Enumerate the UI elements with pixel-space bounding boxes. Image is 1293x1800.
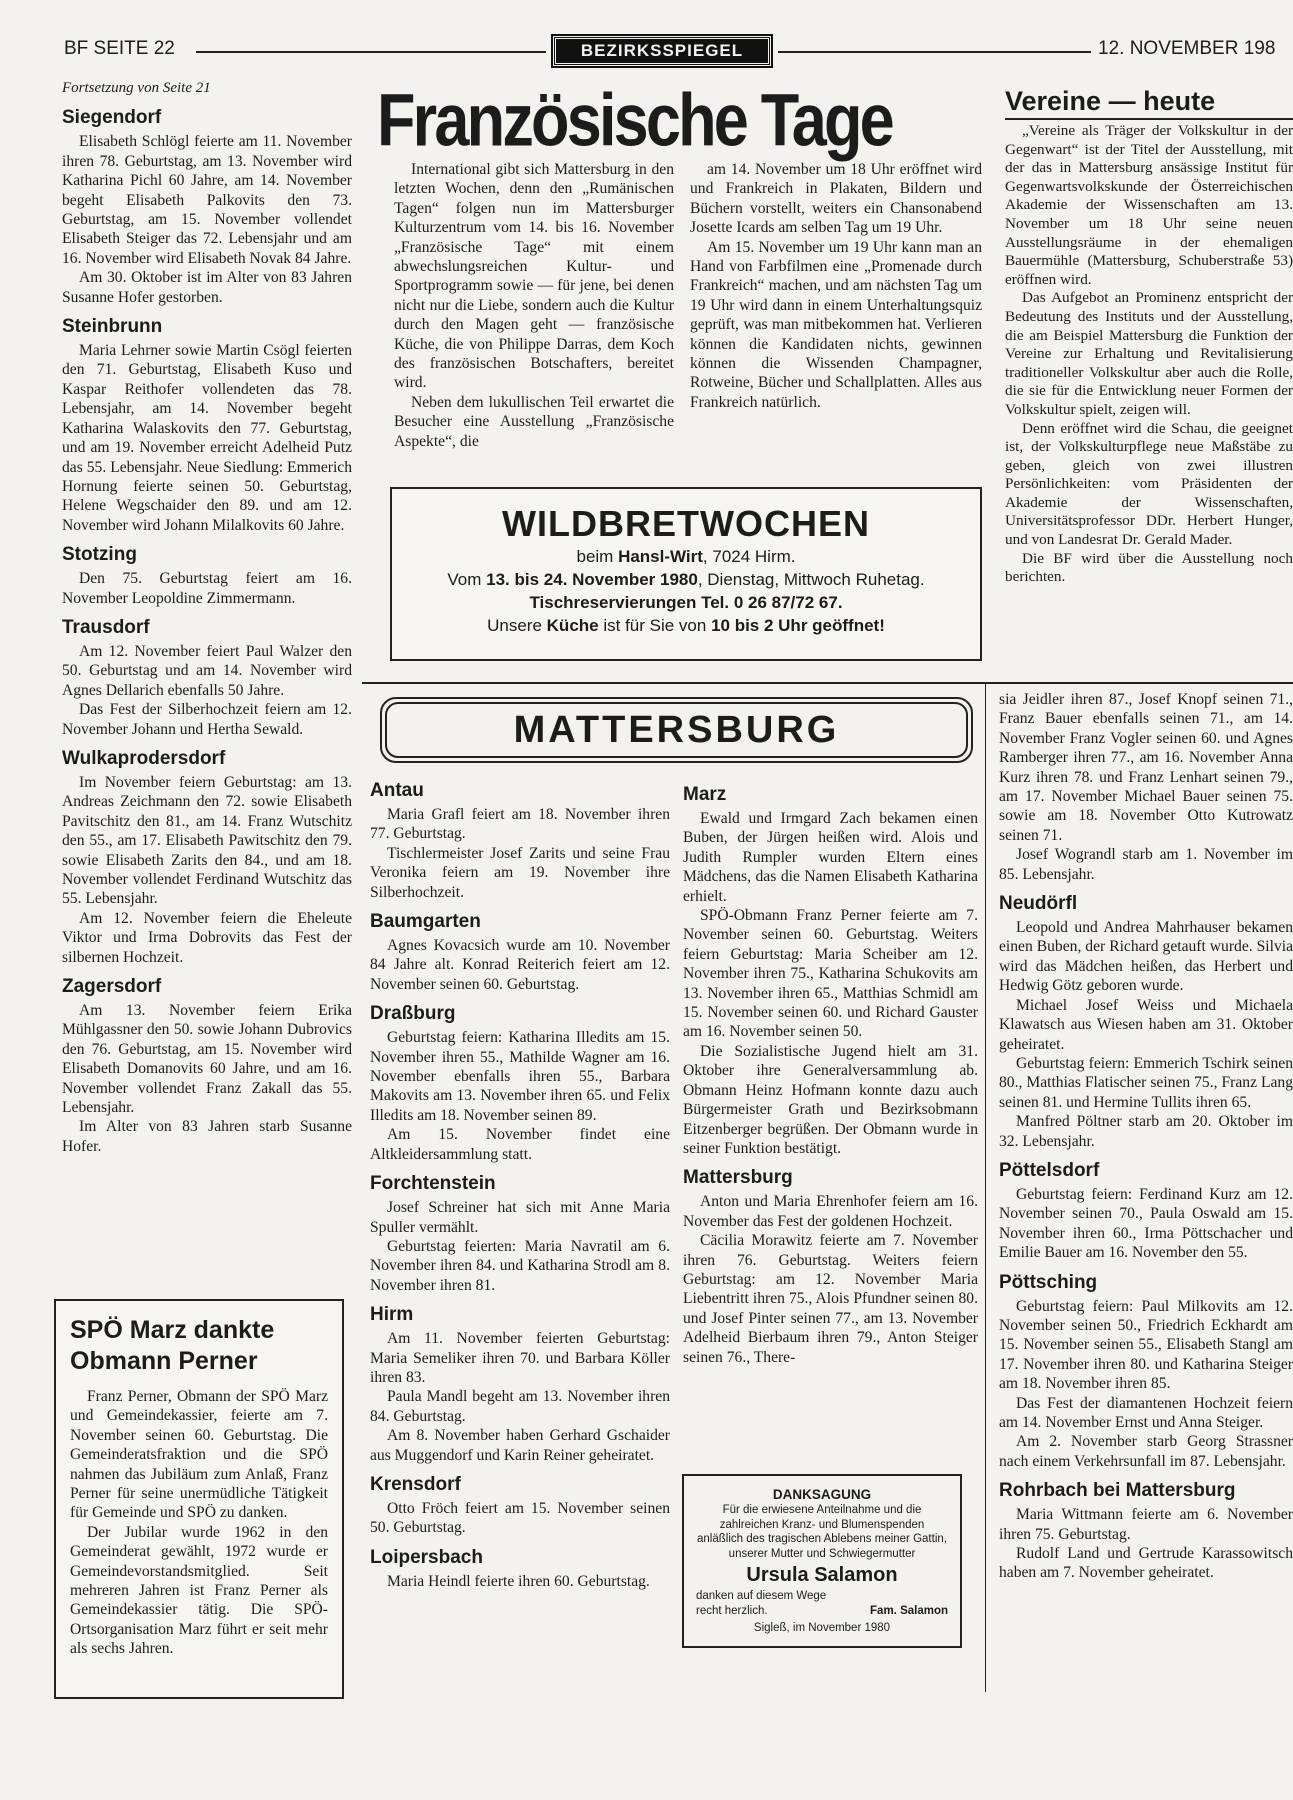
article-paragraph: Am 13. November feiern Erika Mühlgassner den 50. sowie Johann Dubrovics den 76. Geburtstag, am 15. November wird Elisabeth Domanovits 60 Jahre, und am 16. November vollendet Franz Zakall das 55. Lebensjahr. [62, 1002, 352, 1117]
wildbret-venue: Hansl-Wirt [618, 547, 703, 566]
continuation-note: Fortsetzung von Seite 21 [62, 80, 211, 96]
article-paragraph: Geburtstag feiern: Paul Milkovits am 12. November seinen 50., Friedrich Eckhardt am 15. November seinen 55., Elisabeth Stangl am 17. November ihren 80. und Katharina Steiger am 18. November ihren 85. [999, 1297, 1293, 1393]
danksagung-thanks: danken auf diesem Wege recht herzlich. [696, 1590, 827, 1617]
section-heading: Mattersburg [683, 1167, 793, 1189]
section-heading: Stotzing [62, 544, 137, 566]
article-paragraph: Die Sozialistische Jugend hielt am 31. Oktober ihre Generalversammlung ab. Obmann Heinz Hofmann konnte dazu auch Bürgermeister Grath und Bezirksobmann Eitzenberger begrüßen. Der Obmann wurde in seiner Funktion bestätigt. [683, 1042, 978, 1157]
article-paragraph: Ewald und Irmgard Zach bekamen einen Buben, der Jürgen heißen wird. Alois und Judith Rumpler wurden Eltern eines Mädchens, das die Namen Elisabeth Katharina erhielt. [683, 810, 978, 905]
article-paragraph: Leopold und Andrea Mahrhauser bekamen einen Buben, der Richard getauft wurde. Silvia wird das Mädchen heißen, das Herbert und Hedwig Götz geboren wurde. [999, 919, 1293, 995]
section-heading: Wulkaprodersdorf [62, 747, 226, 769]
article-paragraph: Das Aufgebot an Prominenz entspricht der Bedeutung des Instituts und der Ausstellung, die am Beispiel Mattersburg die Funktion der Vereine zur Erhaltung und Revitalisierung traditioneller Volkskultur aber auch die Rolle, die sie für die Entwicklung neuer Formen der Volkskultur spielt, zeigen will. [1005, 289, 1293, 418]
issue-date: 12. NOVEMBER 198 [1098, 38, 1276, 59]
wildbret-line1 [392, 545, 980, 568]
article-paragraph: Am 8. November haben Gerhard Gschaider aus Muggendorf und Karin Reiner geheiratet. [370, 1427, 670, 1464]
mattersburg-banner [380, 697, 973, 763]
wildbret-line4 [392, 614, 980, 637]
wildbret-line1-post: , 7024 Hirm. [702, 547, 796, 566]
wildbret-line2-pre: Vom [447, 570, 487, 589]
article-paragraph: Tischlermeister Josef Zarits und seine Frau Veronika feiern am 19. November ihre Silberhochzeit. [370, 844, 670, 901]
article-paragraph: Elisabeth Schlögl feierte am 11. November ihren 78. Geburtstag, am 13. November wird Katharina Pichl 60 Jahre, am 14. November begeht Elisabeth Palkovits den 73. Geburtstag, am 15. November vollendet Elisabeth Steiger das 72. Lebensjahr und am 16. November wird Elisabeth Novak 84 Jahre. [62, 133, 352, 267]
section-heading: Pöttelsdorf [999, 1159, 1100, 1181]
mattersburg-column-1 [370, 780, 670, 1591]
article-paragraph: Cäcilia Morawitz feierte am 7. November ihren 76. Geburtstag. Weiters feiern Geburtstag: am 12. November Maria Liebentritt ihren 75., Alois Pfundner seinen 80. und Josef Pinter seinen 77., am 13. November Adelheid Bierbaum ihren 79., Anton Steiger seinen 76., There- [683, 1232, 978, 1366]
section-heading: Marz [683, 784, 727, 805]
spoe-marz-box [54, 1299, 344, 1699]
section-heading: Forchtenstein [370, 1173, 496, 1195]
article-paragraph: Rudolf Land und Gertrude Karassowitsch haben am 7. November geheiratet. [999, 1545, 1293, 1582]
wildbret-reservation: Tischreservierungen Tel. 0 26 87/72 67. [529, 593, 843, 612]
article-paragraph: Denn eröffnet wird die Schau, die geeignet ist, der Volkskulturpflege neue Maßstäbe zu geben, gleich von zwei illustren Persönlichkeiten: vom Präsidenten der Akademie der Wissenschaften, Universitätsprofessor DDr. Herbert Hunger, und von Landesrat Dr. Gerald Mader. [1005, 419, 1293, 549]
spoe-title-line1: SPÖ Marz dankte [70, 1316, 275, 1344]
article-paragraph: Den 75. Geburtstag feiert am 16. November Leopoldine Zimmermann. [62, 570, 352, 607]
section-heading: Krensdorf [370, 1473, 461, 1495]
section-heading: Antau [370, 780, 424, 801]
article-paragraph: Maria Lehrner sowie Martin Csögl feierten den 71. Geburtstag, Elisabeth Kuso und Kaspar Reithofer vollendeten das 78. Lebensjahr, am 14. November begeht Katharina Walaskovits den 77. Geburtstag, und am 19. November erreicht Adelheid Putz das 55. Lebensjahr. Neue Siedlung: Emmerich Hornung feierte seinen 50. Geburtstag, Helene Wegschaider den 89. und am 12. November wird Johann Milalkovits 60 Jahre. [62, 342, 352, 534]
wildbret-dates: 13. bis 24. November 1980 [486, 570, 698, 589]
section-heading: Rohrbach bei Mattersburg [999, 1480, 1236, 1502]
article-paragraph: Im Alter von 83 Jahren starb Susanne Hofer. [62, 1118, 352, 1155]
article-paragraph: Otto Fröch feiert am 15. November seinen 50. Geburtstag. [370, 1499, 670, 1537]
article-paragraph: Das Fest der Silberhochzeit feiern am 12. November Johann und Hertha Sewald. [62, 701, 352, 738]
article-paragraph: Maria Grafl feiert am 18. November ihren 77. Geburtstag. [370, 806, 670, 843]
vereine-body [1005, 122, 1293, 672]
left-column [62, 79, 352, 1156]
article-paragraph: Am 30. Oktober ist im Alter von 83 Jahren Susanne Hofer gestorben. [62, 269, 352, 306]
header-rule-right [778, 51, 1091, 53]
article-paragraph: Am 12. November feiern die Eheleute Viktor und Irma Dobrovits das Fest der silbernen Hochzeit. [62, 909, 352, 966]
spoe-box-title [70, 1315, 328, 1377]
section-heading: Neudörfl [999, 893, 1078, 915]
danksagung-text: Für die erwiesene Anteilnahme und die zahlreichen Kranz- und Blumenspenden anläßlich des tragischen Ablebens meiner Gattin, unserer Mutter und Schwiegermutter [697, 1504, 947, 1560]
wildbret-ad [390, 487, 982, 661]
wildbret-line2 [392, 568, 980, 591]
section-heading: Baumgarten [370, 911, 481, 933]
article-paragraph: Geburtstag feiern: Emmerich Tschirk seinen 80., Matthias Flatischer seinen 75., Franz Lang seinen 81. und Hermine Tullits ihren 65. [999, 1054, 1293, 1111]
section-heading: Loipersbach [370, 1546, 483, 1568]
mattersburg-col-divider [985, 682, 986, 1692]
article-paragraph: Am 15. November findet eine Altkleidersammlung statt. [370, 1126, 670, 1163]
mattersburg-banner-inner: MATTERSBURG [385, 702, 968, 758]
article-paragraph: Geburtstag feiern: Katharina Illedits am 15. November ihren 55., Mathilde Wagner am 16. November ebenfalls ihren 55., Barbara Makovits am 13. November ihren 65. und Felix Illedits am 18. November seinen 89. [370, 1029, 670, 1124]
wildbret-line4-c: ist für Sie von [598, 616, 712, 635]
article-paragraph: Geburtstag feiern: Ferdinand Kurz am 12. November seinen 70., Paula Oswald am 15. November ihren 60., Irma Pöttschacher und Emilie Bauer am 16. November den 55. [999, 1185, 1293, 1262]
article-paragraph: „Vereine als Träger der Volkskultur in der Gegenwart“ ist der Titel der Ausstellung, mit der das in Mattersburg ansässige Institut für Gegenwartsvolkskunde der Österreichischen Akademie der Wissenschaften am 13. November um 18 Uhr seine neuen Ausstellungsräume in der ehemaligen Bauermühle (Mattersburg, Schuberstraße 53) eröffnen wird. [1005, 122, 1293, 288]
article-paragraph: Manfred Pöltner starb am 20. Oktober im 32. Lebensjahr. [999, 1113, 1293, 1150]
danksagung-family: Fam. Salamon [870, 1604, 948, 1617]
danksagung-place: Sigleß, im November 1980 [753, 1622, 891, 1634]
vereine-rule [1005, 118, 1293, 120]
article-paragraph: Maria Heindl feierte ihren 60. Geburtstag. [387, 1572, 650, 1590]
wildbret-title: WILDBRETWOCHEN [502, 503, 870, 544]
article-paragraph: Die BF wird über die Ausstellung noch berichten. [1005, 549, 1293, 586]
section-heading: Pöttsching [999, 1271, 1098, 1293]
danksagung-name: Ursula Salamon [746, 1564, 898, 1586]
danksagung-thanks-row [696, 1589, 948, 1618]
section-heading: Draßburg [370, 1003, 456, 1025]
article-paragraph: Das Fest der diamantenen Hochzeit feiern am 14. November Ernst und Anna Steiger. [999, 1394, 1293, 1431]
section-heading: Hirm [370, 1304, 414, 1326]
feature-column-2 [690, 160, 982, 412]
article-paragraph: Am 11. November feierten Geburtstag: Maria Semeliker ihren 70. und Barbara Köller ihren 83. [370, 1330, 670, 1386]
mattersburg-column-3 [999, 690, 1293, 1583]
article-paragraph: Im November feiern Geburtstag: am 13. Andreas Zeichmann den 72. sowie Elisabeth Pavitschitz den 81., am 14. Franz Wutschitz den 55., am 17. Elisabeth Pawitschitz den 79. sowie Elisabeth Zarits den 84., und am 18. November vollendet Ferdinand Wutschitz das 55. Lebensjahr. [62, 773, 352, 908]
section-heading: Trausdorf [62, 616, 150, 638]
wildbret-line1-pre: beim [576, 547, 619, 566]
spoe-title-line2: Obmann Perner [70, 1347, 258, 1375]
article-paragraph: Geburtstag feierten: Maria Navratil am 6. November ihren 84. und Katharina Strodl am 8. November ihren 81. [370, 1237, 670, 1294]
vereine-title: Vereine — heute [1005, 86, 1216, 116]
mattersburg-column-2 [683, 784, 978, 1367]
article-paragraph: Am 12. November feiert Paul Walzer den 50. Geburtstag und am 14. November wird Agnes Dellarich ebenfalls 50 Jahre. [62, 642, 352, 699]
article-paragraph: Maria Wittmann feierte am 6. November ihren 75. Geburtstag. [999, 1506, 1293, 1543]
article-paragraph: Franz Perner, Obmann der SPÖ Marz und Gemeindekassier, feierte am 7. November seinen 60. Geburtstag. Die Gemeinderatsfraktion und die SPÖ nahmen das Jubiläum zum Anlaß, Franz Perner für seine unermüdliche Tätigkeit für Gemeinde und SPÖ zu danken. [70, 1388, 328, 1522]
mattersburg-top-rule [362, 682, 1293, 684]
continued-paragraph: sia Jeidler ihren 87., Josef Knopf seinen 71., Franz Bauer ebenfalls seinen 71., am 14. November Franz Vogler seinen 60. und Agnes Ramberger ihren 77., am 16. November Anna Kurz ihren 78. und Franz Lenhart seinen 79., am 17. November Michael Bauer seinen 75. sowie am 18. November Otto Kutrowatz seinen 71. [999, 691, 1293, 844]
danksagung-title: DANKSAGUNG [772, 1487, 872, 1502]
article-paragraph: Am 2. November starb Georg Strassner nach einem Verkehrsunfall im 87. Lebensjahr. [999, 1433, 1293, 1470]
article-paragraph: Josef Schreiner hat sich mit Anne Maria Spuller vermählt. [370, 1199, 670, 1236]
article-paragraph: Josef Wograndl starb am 1. November im 85. Lebensjahr. [999, 846, 1293, 883]
spoe-box-body [70, 1387, 328, 1659]
section-label: BEZIRKSSPIEGEL [553, 36, 771, 66]
feature-column-1 [394, 160, 674, 451]
section-heading: Steinbrunn [62, 316, 163, 338]
wildbret-line2-post: , Dienstag, Mittwoch Ruhetag. [697, 570, 925, 589]
article-paragraph: Der Jubilar wurde 1962 in den Gemeinderat gewählt, 1972 wurde er Gemeindevorstandsmitglied. Seit mehreren Jahren ist Franz Perner als Gemeindekassier tätig. Die SPÖ-Ortsorganisation Marz führt er seit mehr als sechs Jahren. [70, 1523, 328, 1658]
article-paragraph: Agnes Kovacsich wurde am 10. November 84 Jahre alt. Konrad Reiterich feiert am 12. November seinen 60. Geburtstag. [370, 937, 670, 993]
article-paragraph: Neben dem lukullischen Teil erwartet die Besucher eine Ausstellung „Französische Aspekte“, die [394, 393, 674, 450]
feature-headline: Französische Tage [377, 79, 892, 163]
section-heading: Siegendorf [62, 107, 162, 129]
article-paragraph: Anton und Maria Ehrenhofer feiern am 16. November das Fest der goldenen Hochzeit. [683, 1193, 978, 1230]
wildbret-line4-b: Küche [546, 616, 599, 635]
header-rule-left [196, 51, 546, 53]
wildbret-line4-d: 10 bis 2 Uhr geöffnet! [711, 616, 885, 635]
section-heading: Zagersdorf [62, 976, 162, 998]
page-number: BF SEITE 22 [64, 38, 175, 59]
article-paragraph: am 14. November um 18 Uhr eröffnet wird und Frankreich in Plakaten, Bildern und Büchern vorstellt, weiters ein Chansonabend Josette Icards am selben Tag um 19 Uhr. [690, 161, 982, 237]
article-paragraph: Paula Mandl begeht am 13. November ihren 84. Geburtstag. [370, 1388, 670, 1425]
article-paragraph: Am 15. November um 19 Uhr kann man an Hand von Farbfilmen eine „Promenade durch Frankreich“ machen, und am nächsten Tag um 19 Uhr wird dann in einem Unterhaltungsquiz geprüft, was man mitbekommen hat. Verlieren können die Kandidaten nichts, gewinnen können die Wissenden Champagner, Rotweine, Bücher und Schallplatten. Alles aus Frankreich natürlich. [690, 238, 982, 411]
wildbret-line4-a: Unsere [487, 616, 547, 635]
article-paragraph: SPÖ-Obmann Franz Perner feierte am 7. November seinen 60. Geburtstag. Weiters feiern Geburtstag: Maria Scheiber am 12. November ihren 75., Katharina Schukovits am 13. November ihren 65., Matthias Schmidl am 15. November seinen 60. und Richard Gauster am 16. November seinen 50. [683, 907, 978, 1041]
article-paragraph: International gibt sich Mattersburg in den letzten Wochen, denn den „Rumänischen Tagen“ folgen nun im Mattersburger Kulturzentrum vom 14. bis 16. November „Französische Tage“ mit einem abwechslungsreichen Kultur- und Sportprogramm sowie — für jene, bei denen nicht nur die Liebe, sondern auch die Kultur durch den Magen geht — französische Küche, die von Philippe Darras, dem Koch des französischen Botschafters, bereitet wird. [394, 161, 674, 392]
danksagung-notice [682, 1474, 962, 1648]
article-paragraph: Michael Josef Weiss und Michaela Klawatsch aus Wiesen haben am 31. Oktober geheiratet. [999, 996, 1293, 1053]
